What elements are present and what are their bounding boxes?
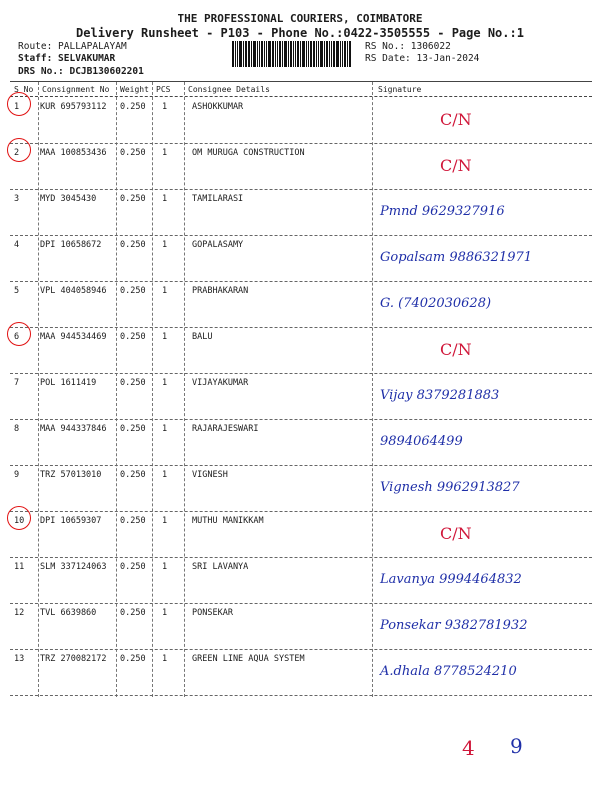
barcode-bar	[251, 41, 252, 67]
row-weight: 0.250	[120, 240, 146, 250]
table-row	[10, 282, 592, 328]
header-bottom-rule	[10, 96, 592, 97]
col-sno-header: S No	[14, 85, 34, 94]
tally-left: 4	[462, 736, 475, 760]
row-pcs: 1	[162, 194, 168, 204]
barcode-bar	[331, 41, 332, 67]
table-row	[10, 512, 592, 558]
barcode-bar	[264, 41, 265, 67]
table-row	[10, 236, 592, 282]
barcode-bar	[329, 41, 330, 67]
barcode-bar	[326, 41, 328, 67]
barcode-bar	[306, 41, 307, 67]
table-row	[10, 190, 592, 236]
row-consignment-number: MAA 944534469	[40, 332, 107, 342]
col-consignment-header: Consignment No	[42, 85, 110, 94]
barcode-bar	[295, 41, 296, 67]
row-consignment-number: KUR 695793112	[40, 102, 107, 112]
barcode-bar	[243, 41, 244, 67]
row-weight: 0.250	[120, 654, 146, 664]
row-sno: 11	[14, 562, 25, 572]
table-row	[10, 374, 592, 420]
row-consignee: TAMILARASI	[192, 194, 244, 204]
handwritten-signature: Pmnd 9629327916	[380, 204, 505, 219]
barcode-bar	[318, 41, 319, 67]
barcode-bar	[268, 41, 271, 67]
barcode-bar	[245, 41, 247, 67]
row-sno: 9	[14, 470, 20, 480]
barcode-bar	[266, 41, 267, 67]
barcode-bar	[257, 41, 258, 67]
table-row	[10, 98, 592, 144]
barcode-bar	[282, 41, 283, 67]
row-consignee: BALU	[192, 332, 213, 342]
barcode-bar	[275, 41, 276, 67]
handwritten-signature: Vijay 8379281883	[380, 388, 500, 403]
barcode-bar	[316, 41, 317, 67]
company-title: THE PROFESSIONAL COURIERS, COIMBATORE	[177, 12, 423, 25]
row-separator	[10, 695, 592, 696]
table-row	[10, 650, 592, 696]
staff-label: Staff: SELVAKUMAR	[18, 53, 116, 64]
row-consignee: RAJARAJESWARI	[192, 424, 259, 434]
table-row	[10, 558, 592, 604]
row-weight: 0.250	[120, 516, 146, 526]
row-pcs: 1	[162, 562, 168, 572]
row-sno: 1	[14, 102, 20, 112]
row-sno: 2	[14, 148, 20, 158]
row-weight: 0.250	[120, 378, 146, 388]
barcode-bar	[344, 41, 346, 67]
row-pcs: 1	[162, 148, 168, 158]
drs-number: DRS No.: DCJB130602201	[18, 66, 144, 77]
row-consignee: PONSEKAR	[192, 608, 233, 618]
row-consignee: ASHOKKUMAR	[192, 102, 244, 112]
row-consignment-number: SLM 337124063	[40, 562, 107, 572]
row-consignment-number: DPI 10659307	[40, 516, 102, 526]
cn-mark: C/N	[440, 340, 472, 359]
row-sno: 13	[14, 654, 25, 664]
barcode-bar	[342, 41, 343, 67]
col-pcs-header: PCS	[156, 85, 171, 94]
row-weight: 0.250	[120, 194, 146, 204]
row-pcs: 1	[162, 424, 168, 434]
row-pcs: 1	[162, 378, 168, 388]
handwritten-signature: A.dhala 8778524210	[380, 664, 517, 679]
row-pcs: 1	[162, 516, 168, 526]
barcode-bar	[340, 41, 341, 67]
row-consignee: GOPALASAMY	[192, 240, 244, 250]
row-pcs: 1	[162, 332, 168, 342]
row-consignment-number: VPL 404058946	[40, 286, 107, 296]
barcode-bar	[261, 41, 263, 67]
barcode	[232, 41, 356, 67]
handwritten-signature: Vignesh 9962913827	[380, 480, 520, 495]
col-signature-header: Signature	[378, 85, 422, 94]
barcode-bar	[253, 41, 256, 67]
row-weight: 0.250	[120, 148, 146, 158]
handwritten-signature: Gopalsam 9886321971	[380, 250, 533, 265]
row-sno: 7	[14, 378, 20, 388]
barcode-bar	[310, 41, 312, 67]
barcode-bar	[248, 41, 250, 67]
barcode-bar	[293, 41, 294, 67]
row-sno: 8	[14, 424, 20, 434]
table-row	[10, 328, 592, 374]
rs-date: RS Date: 13-Jan-2024	[365, 53, 480, 64]
row-consignment-number: DPI 10658672	[40, 240, 102, 250]
row-sno: 3	[14, 194, 20, 204]
row-consignment-number: TRZ 57013010	[40, 470, 102, 480]
tally-right: 9	[510, 734, 523, 758]
barcode-bar	[277, 41, 278, 67]
barcode-bar	[313, 41, 315, 67]
row-sno: 5	[14, 286, 20, 296]
barcode-bar	[290, 41, 292, 67]
row-weight: 0.250	[120, 102, 146, 112]
handwritten-signature: Lavanya 9994464832	[380, 572, 522, 587]
row-consignee: PRABHAKARAN	[192, 286, 249, 296]
barcode-bar	[259, 41, 260, 67]
barcode-bar	[324, 41, 325, 67]
barcode-bar	[237, 41, 238, 67]
route-label: Route: PALLAPALAYAM	[18, 41, 127, 52]
row-weight: 0.250	[120, 608, 146, 618]
handwritten-signature: Ponsekar 9382781932	[380, 618, 528, 633]
table-row	[10, 466, 592, 512]
row-consignment-number: TVL 6639860	[40, 608, 97, 618]
handwritten-signature: G. (7402030628)	[380, 296, 492, 311]
row-consignee: OM MURUGA CONSTRUCTION	[192, 148, 305, 158]
runsheet-subtitle: Delivery Runsheet - P103 - Phone No.:0422-3505555 - Page No.:1	[76, 26, 524, 40]
row-consignment-number: MYD 3045430	[40, 194, 97, 204]
barcode-bar	[320, 41, 323, 67]
rs-number: RS No.: 1306022	[365, 41, 451, 52]
row-pcs: 1	[162, 286, 168, 296]
row-sno: 12	[14, 608, 25, 618]
barcode-bar	[308, 41, 309, 67]
barcode-bar	[302, 41, 305, 67]
barcode-bar	[235, 41, 236, 67]
barcode-bar	[284, 41, 287, 67]
row-weight: 0.250	[120, 562, 146, 572]
row-consignment-number: TRZ 270082172	[40, 654, 107, 664]
row-sno: 4	[14, 240, 20, 250]
table-row	[10, 144, 592, 190]
row-consignment-number: MAA 944337846	[40, 424, 107, 434]
barcode-bar	[297, 41, 299, 67]
col-consignee-header: Consignee Details	[188, 85, 270, 94]
row-consignment-number: POL 1611419	[40, 378, 97, 388]
row-consignee: VIGNESH	[192, 470, 228, 480]
row-weight: 0.250	[120, 286, 146, 296]
header-top-rule	[10, 81, 592, 82]
barcode-bar	[279, 41, 281, 67]
table-row	[10, 604, 592, 650]
row-sno: 10	[14, 516, 25, 526]
row-pcs: 1	[162, 240, 168, 250]
cn-mark: C/N	[440, 524, 472, 543]
row-weight: 0.250	[120, 332, 146, 342]
row-pcs: 1	[162, 470, 168, 480]
row-consignee: VIJAYAKUMAR	[192, 378, 249, 388]
cn-mark: C/N	[440, 156, 472, 175]
barcode-bar	[272, 41, 274, 67]
barcode-bar	[333, 41, 335, 67]
barcode-bar	[300, 41, 301, 67]
barcode-bar	[336, 41, 339, 67]
row-weight: 0.250	[120, 424, 146, 434]
col-weight-header: Weight	[120, 85, 149, 94]
row-pcs: 1	[162, 608, 168, 618]
row-consignee: SRI LAVANYA	[192, 562, 249, 572]
handwritten-signature: 9894064499	[380, 434, 463, 449]
row-consignee: GREEN LINE AQUA SYSTEM	[192, 654, 305, 664]
row-pcs: 1	[162, 654, 168, 664]
cn-mark: C/N	[440, 110, 472, 129]
barcode-bar	[288, 41, 289, 67]
row-consignment-number: MAA 100853436	[40, 148, 107, 158]
table-row	[10, 420, 592, 466]
barcode-bar	[232, 41, 234, 67]
row-consignee: MUTHU MANIKKAM	[192, 516, 264, 526]
row-pcs: 1	[162, 102, 168, 112]
barcode-bar	[239, 41, 242, 67]
barcode-bar	[347, 41, 348, 67]
barcode-bar	[349, 41, 351, 67]
row-weight: 0.250	[120, 470, 146, 480]
row-sno: 6	[14, 332, 20, 342]
